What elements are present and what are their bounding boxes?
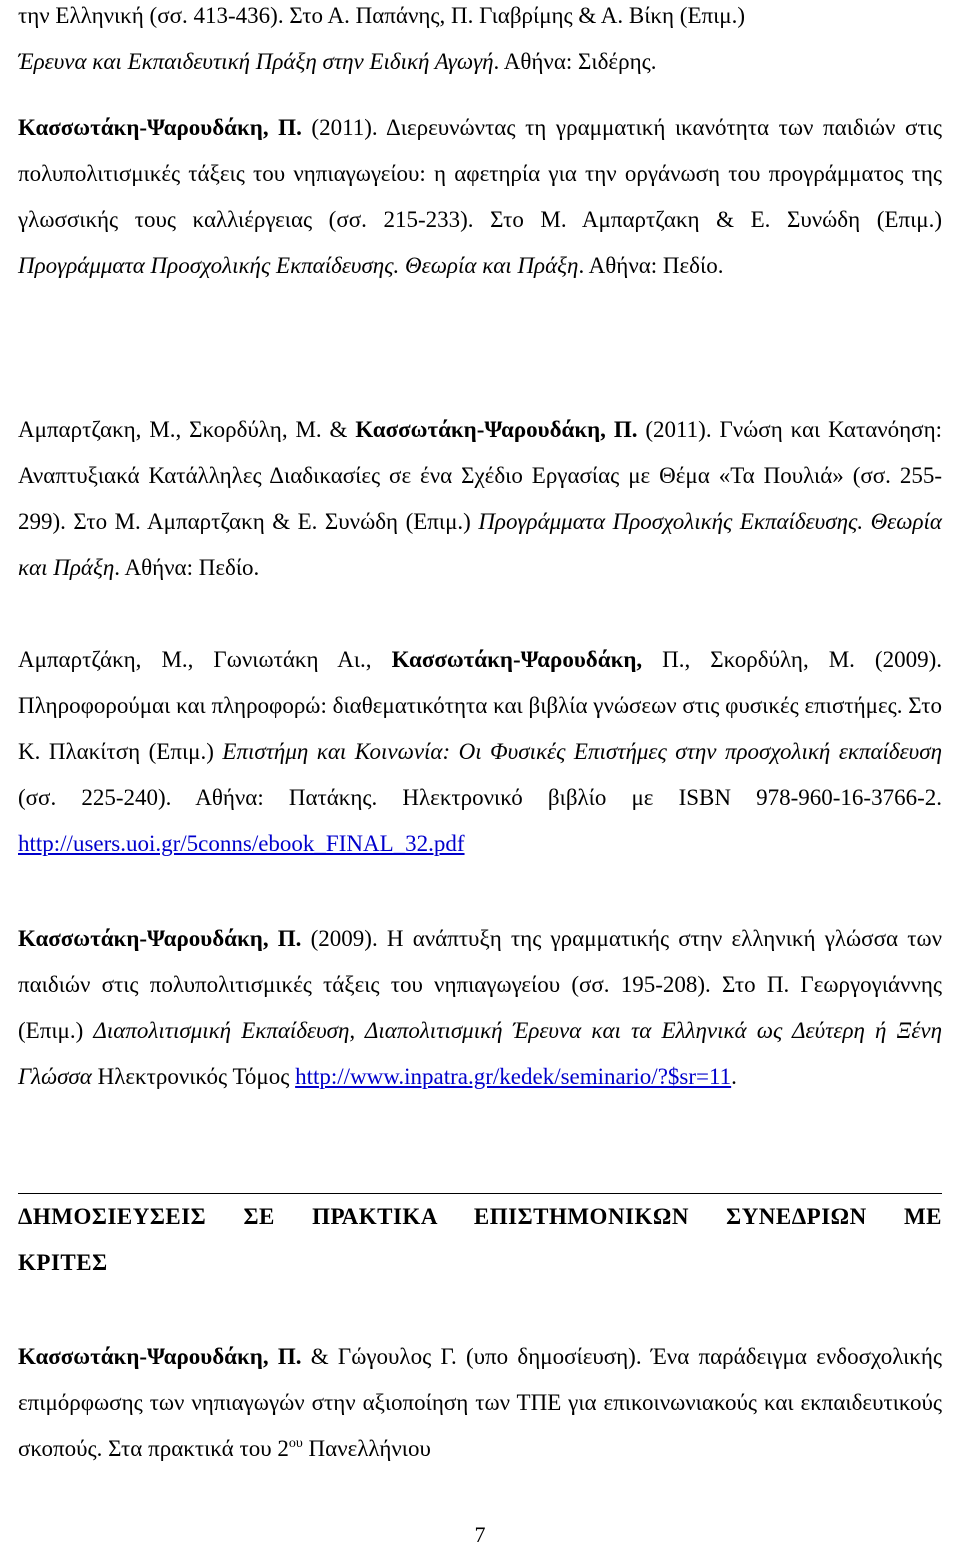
reference-text: & Γώγουλος Γ. (υπο δημοσίευση). Ένα παράδειγμα ενδοσχολικής επιμόρφωσης των νηπιαγωγών στην αξιοποίηση των ΤΠΕ για επικοινωνιακούς και εκπαιδευτικούς σκοπούς. Στα πρακτικά του 2 <box>18 1344 942 1461</box>
reference-text: την Ελληνική (σσ. 413-436). Στο Α. Παπάνης, Π. Γιαβρίμης & Α. Βίκη (Επιμ.) <box>18 3 746 28</box>
reference-text: . Αθήνα: Σιδέρης. <box>493 49 657 74</box>
reference-entry <box>18 1334 942 1472</box>
reference-text: Π., Σκορδύλη, Μ. (2009). Πληροφορούμαι και πληροφορώ: διαθεματικότητα και βιβλία γνώσεων στις φυσικές επιστήμες. Στο Κ. Πλακίτση (Επιμ.) <box>18 647 942 764</box>
reference-author: Κασσωτάκη-Ψαρουδάκη, Π. <box>18 1344 302 1369</box>
reference-link[interactable]: http://users.uoi.gr/5conns/ebook_FINAL_32.pdf <box>18 831 465 856</box>
reference-book-title: Επιστήμη και Κοινωνία: Οι Φυσικές Επιστήμες στην προσχολική εκπαίδευση <box>222 739 942 764</box>
reference-entry <box>18 916 942 1100</box>
reference-text: . Αθήνα: Πεδίο. <box>578 253 724 278</box>
reference-book-title: Προγράμματα Προσχολικής Εκπαίδευσης. Θεωρία και Πράξη <box>18 253 579 278</box>
reference-text: (2011). Διερευνώντας τη γραμματική ικανότητα των παιδιών στις πολυπολιτισμικές τάξεις του νηπιαγωγείου: η αφετηρία για την οργάνωση του προγράμματος της γλωσσικής τους καλλιέργειας (σσ. 215-233). Στο Μ. Αμπαρτζακη & Ε. Συνώδη (Επιμ.) <box>18 115 942 232</box>
reference-author: Κασσωτάκη-Ψαρουδάκη, <box>391 647 643 672</box>
section-heading <box>18 1194 942 1286</box>
reference-author: Κασσωτάκη-Ψαρουδάκη, Π. <box>355 417 638 442</box>
reference-text: (2009). Η ανάπτυξη της γραμματικής στην ελληνική γλώσσα των παιδιών στις πολυπολιτισμικές τάξεις του νηπιαγωγείου (σσ. 195-208). Στο Π. Γεωργογιάννης (Επιμ.) <box>18 926 942 1043</box>
reference-book-title: Διαπολιτισμική Εκπαίδευση, Διαπολιτισμική Έρευνα και τα Ελληνικά ως Δεύτερη ή Ξένη Γλώσσα <box>18 1018 943 1089</box>
reference-link[interactable]: http://www.inpatra.gr/kedek/seminario/?$sr=11 <box>295 1064 732 1089</box>
reference-text: Αμπαρτζακη, Μ., Σκορδύλη, Μ. & <box>18 417 356 442</box>
reference-author: Κασσωτάκη-Ψαρουδάκη, Π. <box>18 926 302 951</box>
reference-entry <box>18 407 942 591</box>
reference-entry <box>18 637 942 867</box>
page-number: 7 <box>474 1522 486 1547</box>
section-heading-text: ΔΗΜΟΣΙΕΥΣΕΙΣ ΣΕ ΠΡΑΚΤΙΚΑ ΕΠΙΣΤΗΜΟΝΙΚΩΝ ΣΥΝΕΔΡΙΩΝ ΜΕ ΚΡΙΤΕΣ <box>18 1204 942 1275</box>
reference-text: Αμπαρτζάκη, Μ., Γωνιωτάκη Αι., <box>18 647 392 672</box>
reference-text: Πανελλήνιου <box>302 1436 431 1461</box>
reference-text: (σσ. 225-240). Αθήνα: Πατάκης. Ηλεκτρονικό βιβλίο με ISBN 978-960-16-3766-2. <box>18 785 942 810</box>
reference-book-title: Έρευνα και Εκπαιδευτική Πράξη στην Ειδική Αγωγή <box>18 49 494 74</box>
reference-text: . Αθήνα: Πεδίο. <box>114 555 260 580</box>
reference-book-title: Προγράμματα Προσχολικής Εκπαίδευσης. Θεωρία και Πράξη <box>18 509 942 580</box>
superscript-ordinal: ου <box>288 1436 303 1451</box>
reference-text: (2011). Γνώση και Κατανόηση: Αναπτυξιακά Κατάλληλες Διαδικασίες σε ένα Σχέδιο Εργασίας με Θέμα «Τα Πουλιά» (σσ. 255-299). Στο Μ. Αμπαρτζακη & Ε. Συνώδη (Επιμ.) <box>18 417 942 534</box>
reference-author: Κασσωτάκη-Ψαρουδάκη, Π. <box>18 115 302 140</box>
reference-text: . <box>731 1064 737 1089</box>
reference-entry <box>18 0 942 85</box>
reference-entry <box>18 105 942 289</box>
reference-text: Ηλεκτρονικός Τόμος <box>91 1064 296 1089</box>
